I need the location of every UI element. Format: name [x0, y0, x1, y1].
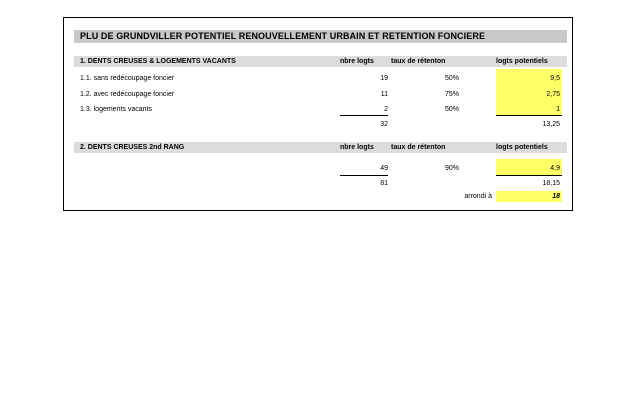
section2-heading: 2. DENTS CREUSES 2nd RANG: [80, 144, 185, 151]
row-label: 1.2. avec redécoupage foncier: [80, 91, 175, 98]
row-label: 1.3. logements vacants: [80, 106, 152, 113]
section1-heading: 1. DENTS CREUSES & LOGEMENTS VACANTS: [80, 58, 236, 65]
section1-potentiels-rule: [496, 115, 562, 116]
section1-total-potentiels: 13,25: [542, 121, 560, 128]
section1-col-taux: taux de rétenton: [391, 58, 446, 65]
row-potentiels: 2,75: [546, 91, 560, 98]
row-taux: 50%: [444, 106, 459, 113]
row-taux: 50%: [444, 75, 459, 82]
row-potentiels: 1: [556, 106, 560, 113]
row-potentiels: 9,5: [550, 75, 560, 82]
section1-col-nbre: nbre logts: [340, 58, 374, 65]
section2-nbre-rule: [340, 175, 388, 176]
arrondi-value: 18: [552, 193, 560, 200]
section1-col-potentiels: logts potentiels: [496, 58, 548, 65]
section1-nbre-rule: [340, 115, 388, 116]
row-nbre: 2: [384, 106, 388, 113]
row-label: 1.1. sans redécoupage foncier: [80, 75, 175, 82]
section2-potentiels: 4,9: [550, 165, 560, 172]
section2-col-nbre: nbre logts: [340, 144, 374, 151]
row-nbre: 11: [380, 91, 388, 98]
section2-nbre: 49: [380, 165, 388, 172]
section2-col-potentiels: logts potentiels: [496, 144, 548, 151]
arrondi-label: arrondi à: [464, 193, 492, 200]
section2-taux: 90%: [444, 165, 459, 172]
section2-total-nbre: 81: [380, 180, 388, 187]
row-nbre: 19: [380, 75, 388, 82]
section2-potentiels-rule: [496, 175, 562, 176]
section1-total-nbre: 32: [380, 121, 388, 128]
spreadsheet-sheet: [63, 17, 573, 211]
section2-col-taux: taux de rétenton: [391, 144, 446, 151]
page-title: PLU DE GRUNDVILLER POTENTIEL RENOUVELLEMENT URBAIN ET RETENTION FONCIERE: [80, 31, 486, 41]
section2-total-potentiels: 18,15: [542, 180, 560, 187]
row-taux: 75%: [444, 91, 459, 98]
